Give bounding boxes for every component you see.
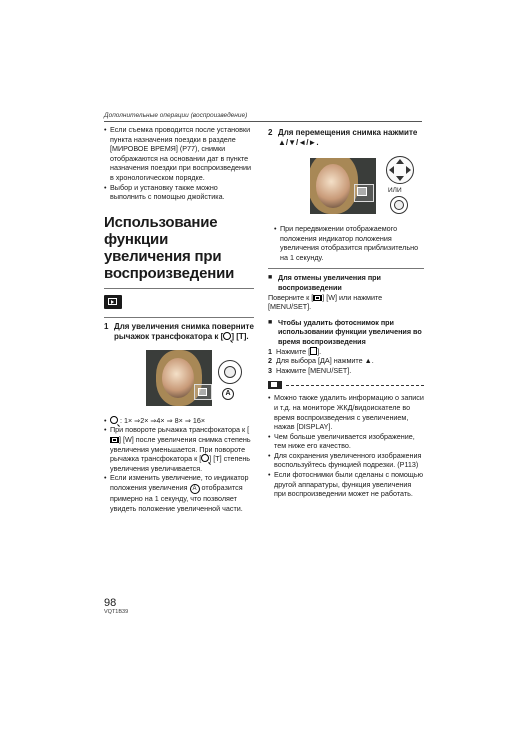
section-title: Использование функции увеличения при воспроизведении xyxy=(104,213,235,282)
note-2: • Чем больше увеличивается изображение, тем ниже его качество. xyxy=(268,432,424,451)
zoomed-photo xyxy=(146,350,212,406)
arrow-down-icon xyxy=(396,176,404,181)
note-icon xyxy=(268,381,282,389)
step-rule xyxy=(104,317,254,318)
zoom-in-icon xyxy=(110,416,118,424)
zoom-sequence-text: : 1× ⇒2× ⇒4× ⇒ 8× ⇒ 16× xyxy=(120,415,206,425)
cursor-buttons-icon xyxy=(386,156,414,184)
zoom-in-icon xyxy=(201,454,209,462)
delete-step-1 xyxy=(268,347,424,357)
intro-bullet-1: • Если съемка проводится после установки пункта назначения поездки в разделе [МИРОВОЕ ВРЕМЯ] (P77), снимки отображаются на основании дат в пункте назначения поездки при воспроизведении в хронологическом порядке. xyxy=(104,125,254,183)
move-bullet: • При передвижении отображаемого положения индикатор положения увеличения отобразится приблизительно на 1 секунду. xyxy=(274,224,424,262)
delete-step-1-num: 1 xyxy=(268,346,272,356)
zoom-lever-bullet xyxy=(104,425,254,473)
cancel-text-a: Поверните к [ xyxy=(268,292,314,302)
zoom-lever-text-a: При повороте рычажка трансфокатора к [ xyxy=(110,425,250,435)
delete-step-1-text-a: Нажмите [ xyxy=(276,346,311,356)
joystick-knob xyxy=(394,200,404,210)
step-2-text: Для перемещения снимка нажмите ▲/▼/◄/►. xyxy=(278,128,418,147)
note-4: • Если фотоснимки были сделаны с помощью другой аппаратуры, функция увеличения при воспроизведении может не работать. xyxy=(268,470,424,499)
title-rule xyxy=(104,288,254,289)
delete-step-2 xyxy=(268,356,424,366)
callout-a-inline: A xyxy=(190,484,200,494)
left-column xyxy=(104,125,254,513)
note-3: • Для сохранения увеличенного изображения воспользуйтесь функцией подрезки. (P113) xyxy=(268,451,424,470)
header-rule xyxy=(104,121,422,122)
dashed-line xyxy=(286,385,424,386)
zoom-lever-text-c: ] [T] степень увеличения увеличивается. xyxy=(110,454,251,473)
cancel-rule xyxy=(268,268,424,269)
zoom-sequence xyxy=(104,416,254,426)
figure-move-zoom xyxy=(268,154,424,218)
step-1-text-b: ] [T]. xyxy=(231,331,249,341)
page-number: 98 xyxy=(104,597,117,609)
joystick-icon xyxy=(390,196,408,214)
note-1: • Можно также удалить информацию о записи и т.д. на мониторе ЖКД/видоискателе во время воспроизведения с увеличением, нажав [DISPLAY]. xyxy=(268,393,424,431)
delete-step-3-num: 3 xyxy=(268,365,272,375)
zoom-position-inner xyxy=(357,187,367,196)
callout-a: A xyxy=(222,388,234,400)
note-divider xyxy=(268,381,424,389)
zoom-lever-icon xyxy=(218,360,242,384)
step-1-text-a: Для увеличения снимка поверните рычажок трансфокатора к [ xyxy=(114,321,254,341)
zoom-out-icon xyxy=(110,437,119,443)
playback-mode-icon xyxy=(104,295,122,309)
indicator-bullet xyxy=(104,473,254,513)
arrow-left-icon xyxy=(389,166,394,174)
delete-step-3 xyxy=(268,366,424,376)
delete-heading: ■ Чтобы удалить фотоснимок при использовании функции увеличения во время воспроизведения xyxy=(268,318,424,347)
or-label: ИЛИ xyxy=(388,187,402,194)
arrow-up-icon xyxy=(396,159,404,164)
zoom-out-icon xyxy=(313,295,322,301)
step-2-number: 2 xyxy=(268,128,273,137)
zoom-lever-text-b: ] [W] после увеличения снимка степень увеличения уменьшается. При повороте рычажка трансфокатора к [ xyxy=(110,434,251,464)
intro-bullet-2: • Выбор и установку также можно выполнить с помощью джойстика. xyxy=(104,183,254,202)
figure-zoom-lever xyxy=(104,348,254,410)
zoom-lever-knob xyxy=(224,366,236,378)
moved-photo xyxy=(310,158,376,214)
delete-step-2-num: 2 xyxy=(268,356,272,366)
cancel-text-b: ] [W] или нажмите [MENU/SET]. xyxy=(268,292,383,312)
indicator-text-a: Если изменить увеличение, то индикатор положения увеличения xyxy=(110,473,249,492)
cancel-heading: ■ Для отмены увеличения при воспроизведении xyxy=(268,273,424,292)
step-2-heading xyxy=(268,128,424,148)
zoom-position-indicator xyxy=(194,384,212,400)
delete-step-1-text-b: ]. xyxy=(317,346,322,356)
right-column xyxy=(268,128,424,499)
delete-step-3-text: Нажмите [MENU/SET]. xyxy=(276,365,352,375)
delete-step-2-text: Для выбора [ДА] нажмите ▲. xyxy=(276,356,374,366)
step-1-heading xyxy=(104,322,254,342)
cancel-text xyxy=(268,293,424,312)
arrow-right-icon xyxy=(406,166,411,174)
step-1-number: 1 xyxy=(104,321,109,331)
section-header: Дополнительные операции (воспроизведение) xyxy=(104,112,248,119)
zoom-position-indicator xyxy=(354,184,374,202)
zoom-position-inner xyxy=(198,388,207,396)
photo-face xyxy=(162,358,194,398)
photo-face xyxy=(316,164,350,208)
indicator-text-b: отобразится примерно на 1 секунду, что позволяет увидеть положение увеличенной части. xyxy=(110,482,243,513)
document-code: VQT1B39 xyxy=(104,609,129,615)
